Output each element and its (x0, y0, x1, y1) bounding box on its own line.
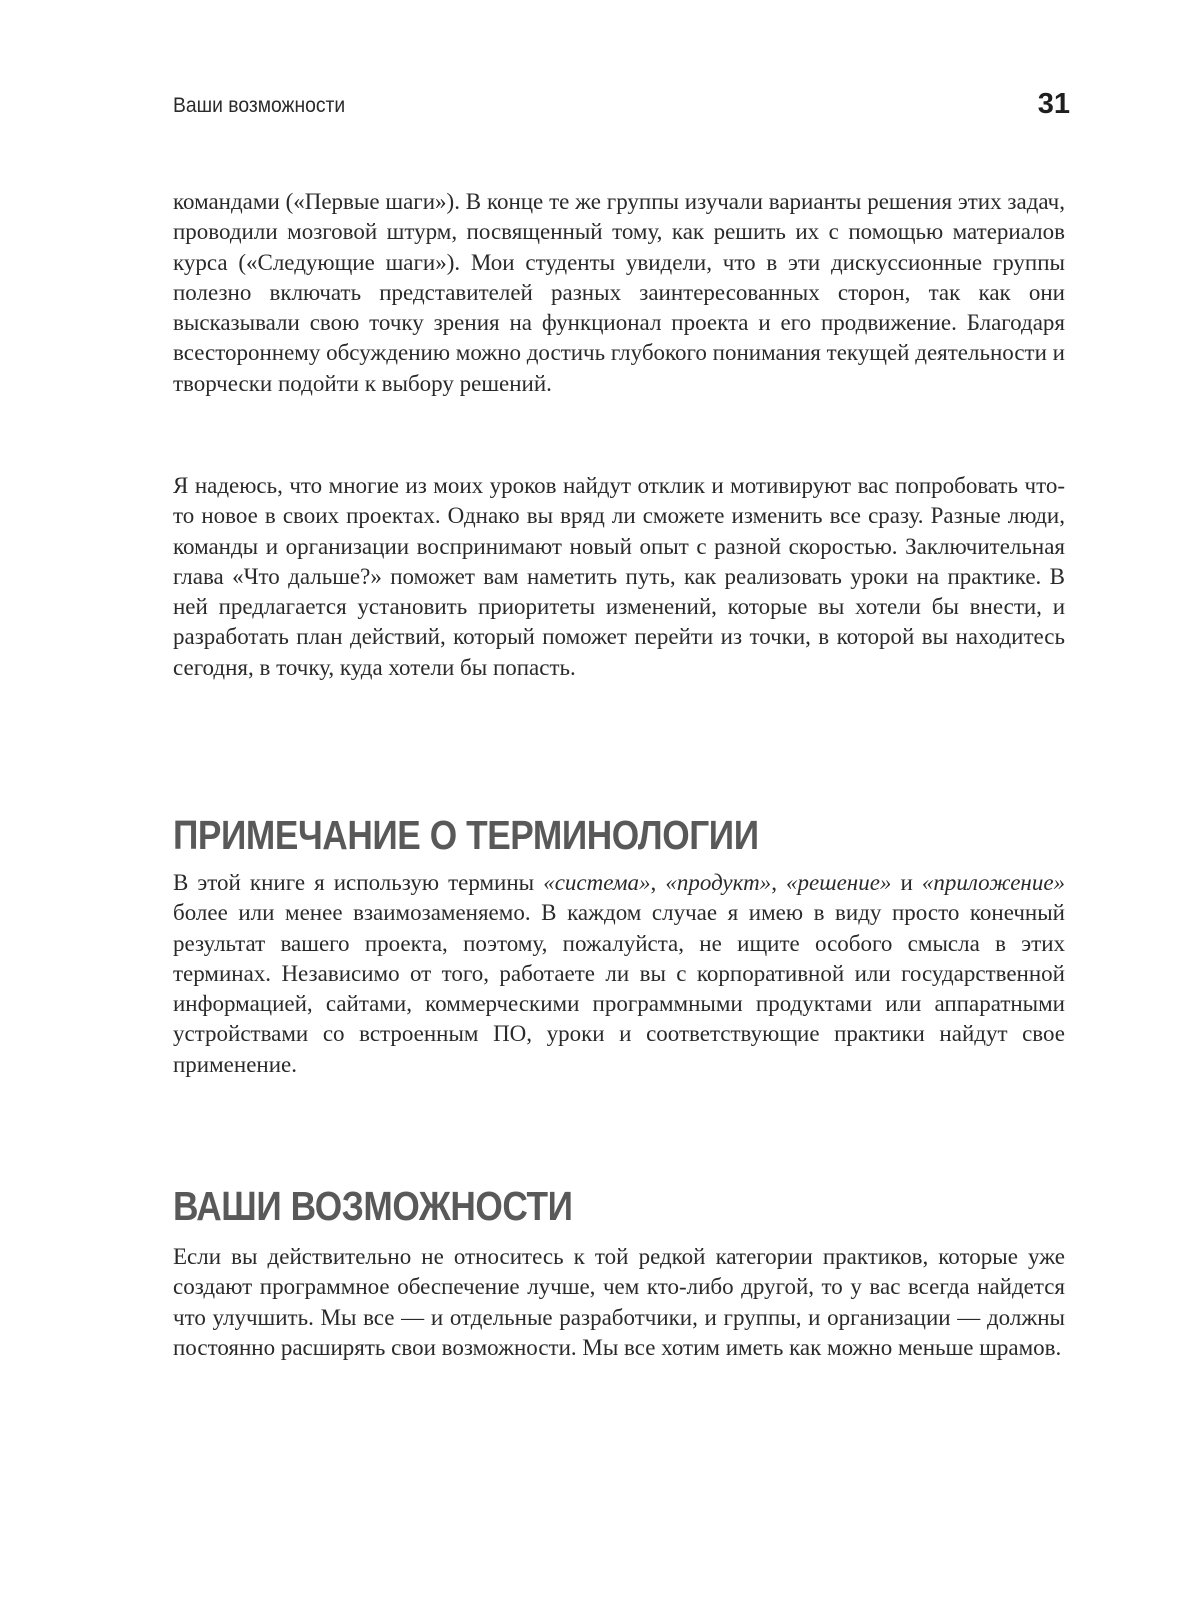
section-heading-terminology: ПРИМЕЧАНИЕ О ТЕРМИНОЛОГИИ (173, 812, 759, 858)
term-application: «приложение» (921, 870, 1066, 895)
running-title: Ваши возможности (173, 94, 346, 117)
body-paragraph-2: Я надеюсь, что многие из моих уроков найдут отклик и мотивируют вас попробовать что-то новое в своих проектах. Однако вы вряд ли сможете изменить все сразу. Разные люди, команды и организации воспринимают новый опыт с разной скоростью. Заключительная глава «Что дальше?» поможет вам наметить путь, как реализовать уроки на практике. В ней предлагается установить приоритеты изменений, которые вы хотели бы внести, и разработать план действий, который поможет перейти из точки, в которой вы находитесь сегодня, в точку, куда хотели бы попасть. (173, 473, 1065, 680)
body-paragraph-4: Если вы действительно не относитесь к той редкой категории практиков, которые уже создают программное обеспечение лучше, чем кто-либо другой, то у вас всегда найдется что улучшить. Мы все — и отдельные разработчики, и группы, и организации — должны постоянно расширять свои возможности. Мы все хотим иметь как можно меньше шрамов. (173, 1244, 1065, 1360)
term-product: «продукт» (665, 870, 772, 895)
body-paragraph-3 (173, 868, 1065, 1080)
term-solution: «решение» (786, 870, 892, 895)
running-head (173, 88, 1070, 132)
term-separator-3: и (891, 870, 922, 895)
paragraph-3-intro: В этой книге я использую термины (173, 870, 544, 895)
paragraph-3-rest: более или менее взаимозаменяемо. В каждом случае я имею в виду просто конечный результат вашего проекта, поэтому, пожалуйста, не ищите особого смысла в этих терминах. Независимо от того, работаете ли вы с корпоративной или государственной информацией, сайтами, коммерческими программными продуктами или аппаратными устройствами со встроенным ПО, уроки и соответствующие практики найдут свое применение. (173, 900, 1065, 1077)
term-separator-2: , (771, 870, 787, 895)
page-number: 31 (1037, 88, 1070, 120)
term-system: «система» (543, 870, 651, 895)
body-paragraph-1: командами («Первые шаги»). В конце те же группы изучали варианты решения этих задач, проводили мозговой штурм, посвященный тому, как решить их с помощью материалов курса («Следующие шаги»). Мои студенты увидели, что в эти дискуссионные группы полезно включать представителей разных заинтересованных сторон, так как они высказывали свою точку зрения на функционал проекта и его продвижение. Благодаря всестороннему обсуждению можно достичь глубокого понимания текущей деятельности и творчески подойти к выбору решений. (173, 189, 1065, 396)
term-separator-1: , (650, 870, 666, 895)
section-heading-capabilities: ВАШИ ВОЗМОЖНОСТИ (173, 1183, 573, 1229)
